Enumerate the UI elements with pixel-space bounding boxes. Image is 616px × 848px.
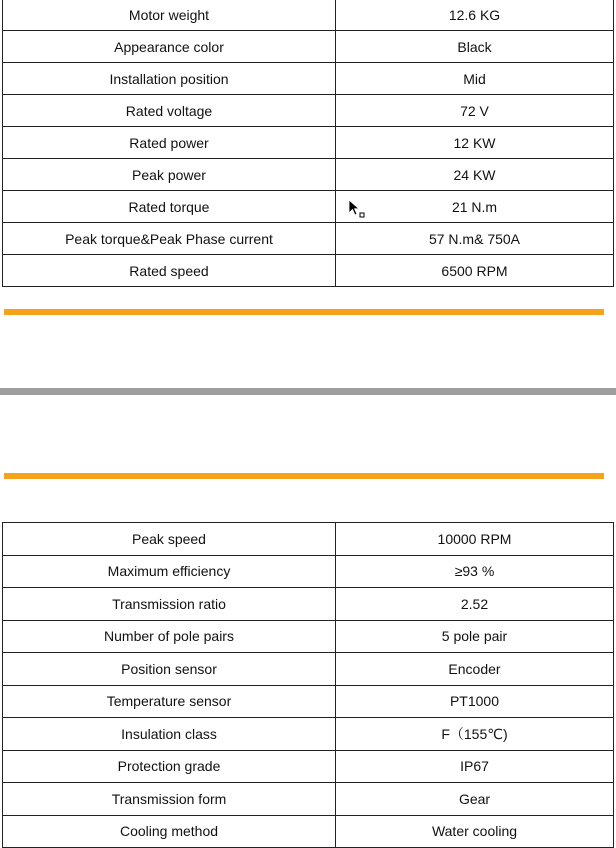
table-row bbox=[3, 588, 614, 621]
spec-value: PT1000 bbox=[336, 685, 614, 718]
spec-table-top bbox=[2, 0, 614, 287]
spec-label: Rated speed bbox=[3, 255, 336, 287]
table-row bbox=[3, 718, 614, 751]
table-row bbox=[3, 523, 614, 556]
orange-divider-bar bbox=[4, 473, 604, 479]
spec-label: Cooling method bbox=[3, 815, 336, 848]
spec-label: Transmission form bbox=[3, 783, 336, 816]
spec-value: 57 N.m& 750A bbox=[336, 223, 614, 255]
spec-value: 10000 RPM bbox=[336, 523, 614, 556]
spec-label: Motor weight bbox=[3, 0, 336, 31]
spec-label: Appearance color bbox=[3, 31, 336, 63]
spec-value: IP67 bbox=[336, 750, 614, 783]
spec-label: Rated voltage bbox=[3, 95, 336, 127]
spec-value: 6500 RPM bbox=[336, 255, 614, 287]
spec-label: Peak power bbox=[3, 159, 336, 191]
table-row bbox=[3, 31, 614, 63]
spec-value: F（155℃) bbox=[336, 718, 614, 751]
spec-value: Mid bbox=[336, 63, 614, 95]
spec-table-bottom bbox=[2, 522, 614, 848]
table-row bbox=[3, 685, 614, 718]
spec-label: Maximum efficiency bbox=[3, 555, 336, 588]
table-row bbox=[3, 255, 614, 287]
table-row bbox=[3, 653, 614, 686]
spec-label: Rated power bbox=[3, 127, 336, 159]
spec-label: Peak speed bbox=[3, 523, 336, 556]
spec-value: 5 pole pair bbox=[336, 620, 614, 653]
table-row bbox=[3, 620, 614, 653]
table-row bbox=[3, 127, 614, 159]
table-row bbox=[3, 159, 614, 191]
table-row bbox=[3, 783, 614, 816]
table-row bbox=[3, 815, 614, 848]
table-row bbox=[3, 95, 614, 127]
gray-divider-bar bbox=[0, 388, 616, 395]
spec-value: Encoder bbox=[336, 653, 614, 686]
spec-label: Position sensor bbox=[3, 653, 336, 686]
spec-label: Number of pole pairs bbox=[3, 620, 336, 653]
spec-label: Temperature sensor bbox=[3, 685, 336, 718]
spec-value: ≥93 % bbox=[336, 555, 614, 588]
spec-label: Rated torque bbox=[3, 191, 336, 223]
spec-value: Water cooling bbox=[336, 815, 614, 848]
spec-label: Insulation class bbox=[3, 718, 336, 751]
spec-value: 72 V bbox=[336, 95, 614, 127]
spec-label: Transmission ratio bbox=[3, 588, 336, 621]
table-row bbox=[3, 191, 614, 223]
spec-label: Installation position bbox=[3, 63, 336, 95]
spec-value: Black bbox=[336, 31, 614, 63]
table-row bbox=[3, 750, 614, 783]
spec-label: Peak torque&Peak Phase current bbox=[3, 223, 336, 255]
spec-value: 12.6 KG bbox=[336, 0, 614, 31]
spec-value: 2.52 bbox=[336, 588, 614, 621]
orange-divider-bar bbox=[4, 309, 604, 315]
table-row bbox=[3, 223, 614, 255]
spec-value: 21 N.m bbox=[336, 191, 614, 223]
spec-label: Protection grade bbox=[3, 750, 336, 783]
table-row bbox=[3, 63, 614, 95]
spec-value: 24 KW bbox=[336, 159, 614, 191]
mouse-pointer-icon bbox=[348, 199, 366, 221]
spec-value: 12 KW bbox=[336, 127, 614, 159]
table-row bbox=[3, 0, 614, 31]
spec-value: Gear bbox=[336, 783, 614, 816]
table-row bbox=[3, 555, 614, 588]
